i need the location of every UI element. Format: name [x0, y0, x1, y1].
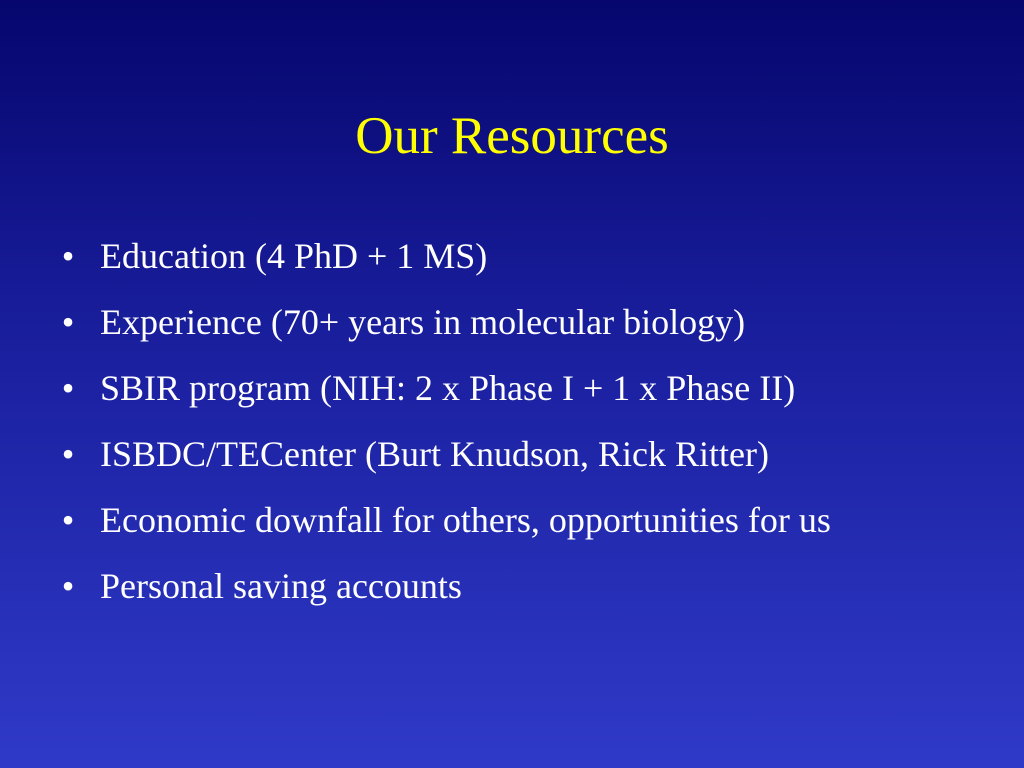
- bullet-item-economic: [56, 494, 996, 546]
- bullet-icon: •: [61, 368, 75, 408]
- bullet-item-savings: [56, 560, 996, 612]
- bullet-item-education: [56, 230, 996, 282]
- bullet-icon: •: [61, 302, 75, 342]
- bullet-text: Experience (70+ years in molecular biology): [100, 302, 746, 342]
- bullet-text: SBIR program (NIH: 2 x Phase I + 1 x Phase II): [100, 368, 796, 408]
- bullet-icon: •: [61, 500, 75, 540]
- bullet-text: ISBDC/TECenter (Burt Knudson, Rick Ritter): [100, 434, 769, 474]
- bullet-item-isbdc: [56, 428, 996, 480]
- bullet-text: Education (4 PhD + 1 MS): [100, 236, 488, 276]
- bullet-icon: •: [61, 566, 75, 606]
- bullet-item-experience: [56, 296, 996, 348]
- bullet-icon: •: [61, 434, 75, 474]
- bullet-item-sbir: [56, 362, 996, 414]
- bullet-list: [56, 230, 996, 626]
- bullet-text: Economic downfall for others, opportunities for us: [100, 500, 831, 540]
- slide-title: Our Resources: [355, 107, 669, 165]
- bullet-icon: •: [61, 236, 75, 276]
- bullet-text: Personal saving accounts: [100, 566, 462, 606]
